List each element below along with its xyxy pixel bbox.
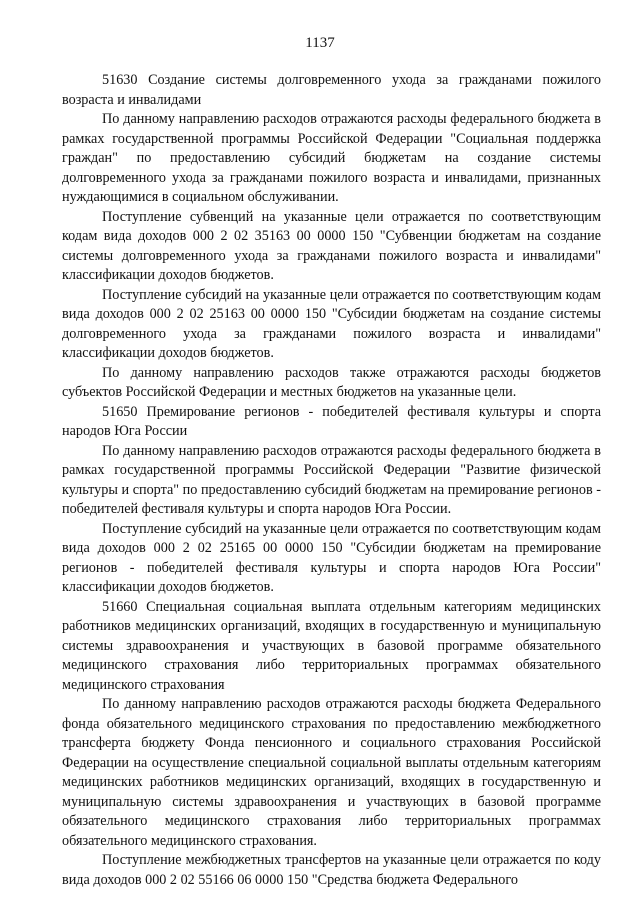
paragraph: По данному направлению расходов также отражаются расходы бюджетов субъектов Российской Федерации и местных бюджетов на указанные цели. [62, 364, 601, 400]
section-heading-51630: 51630 Создание системы долговременного ухода за гражданами пожилого возраста и инвалидами [62, 72, 601, 108]
paragraph: Поступление субсидий на указанные цели отражается по соответствующим кодам вида доходов 000 2 02 25163 00 0000 150 "Субсидии бюджетам на создание системы долговременного ухода за гражданами пожилого возраста и инвалидами" классификации доходов бюджетов. [62, 286, 601, 361]
page-number: 1137 [305, 35, 335, 51]
paragraph: По данному направлению расходов отражаются расходы федерального бюджета в рамках государственной программы Российской Федерации "Социальная поддержка граждан" по предоставлению субсидий бюджетам на создание системы долговременного ухода за гражданами пожилого возраста и инвалидами, признанных нуждающимися в социальном обслуживании. [62, 111, 601, 205]
paragraph: По данному направлению расходов отражаются расходы федерального бюджета в рамках государственной программы Российской Федерации "Развитие физической культуры и спорта" по предоставлению субсидий бюджетам на премирование регионов - победителей фестиваля культуры и спорта народов Юга России. [62, 442, 601, 517]
paragraph: Поступление субвенций на указанные цели отражается по соответствующим кодам вида доходов 000 2 02 35163 00 0000 150 "Субвенции бюджетам на создание системы долговременного ухода за гражданами пожилого возраста и инвалидами" классификации доходов бюджетов. [62, 208, 601, 283]
paragraph: Поступление субсидий на указанные цели отражается по соответствующим кодам вида доходов 000 2 02 25165 00 0000 150 "Субсидии бюджетам на премирование регионов - победителей фестиваля культуры и спорта народов Юга России" классификации доходов бюджетов. [62, 520, 601, 595]
section-heading-51650: 51650 Премирование регионов - победителей фестиваля культуры и спорта народов Юга России [62, 403, 601, 439]
paragraph: По данному направлению расходов отражаются расходы бюджета Федерального фонда обязательного медицинского страхования по предоставлению межбюджетного трансферта бюджету Фонда пенсионного и социального страхования Российской Федерации на осуществление специальной социальной выплаты отдельным категориям медицинских работников медицинских организаций, входящих в государственную и муниципальную системы здравоохранения и участвующих в базовой программе обязательного медицинского страхования либо территориальных программах обязательного медицинского страхования. [62, 696, 601, 849]
document-body [62, 71, 601, 890]
paragraph: Поступление межбюджетных трансфертов на указанные цели отражается по коду вида доходов 000 2 02 55166 06 0000 150 "Средства бюджета Федерального [62, 852, 601, 888]
section-heading-51660: 51660 Специальная социальная выплата отдельным категориям медицинских работников медицинских организаций, входящих в государственную и муниципальную системы здравоохранения и участвующих в базовой программе обязательного медицинского страхования либо территориальных программах обязательного медицинского страхования [62, 598, 601, 693]
